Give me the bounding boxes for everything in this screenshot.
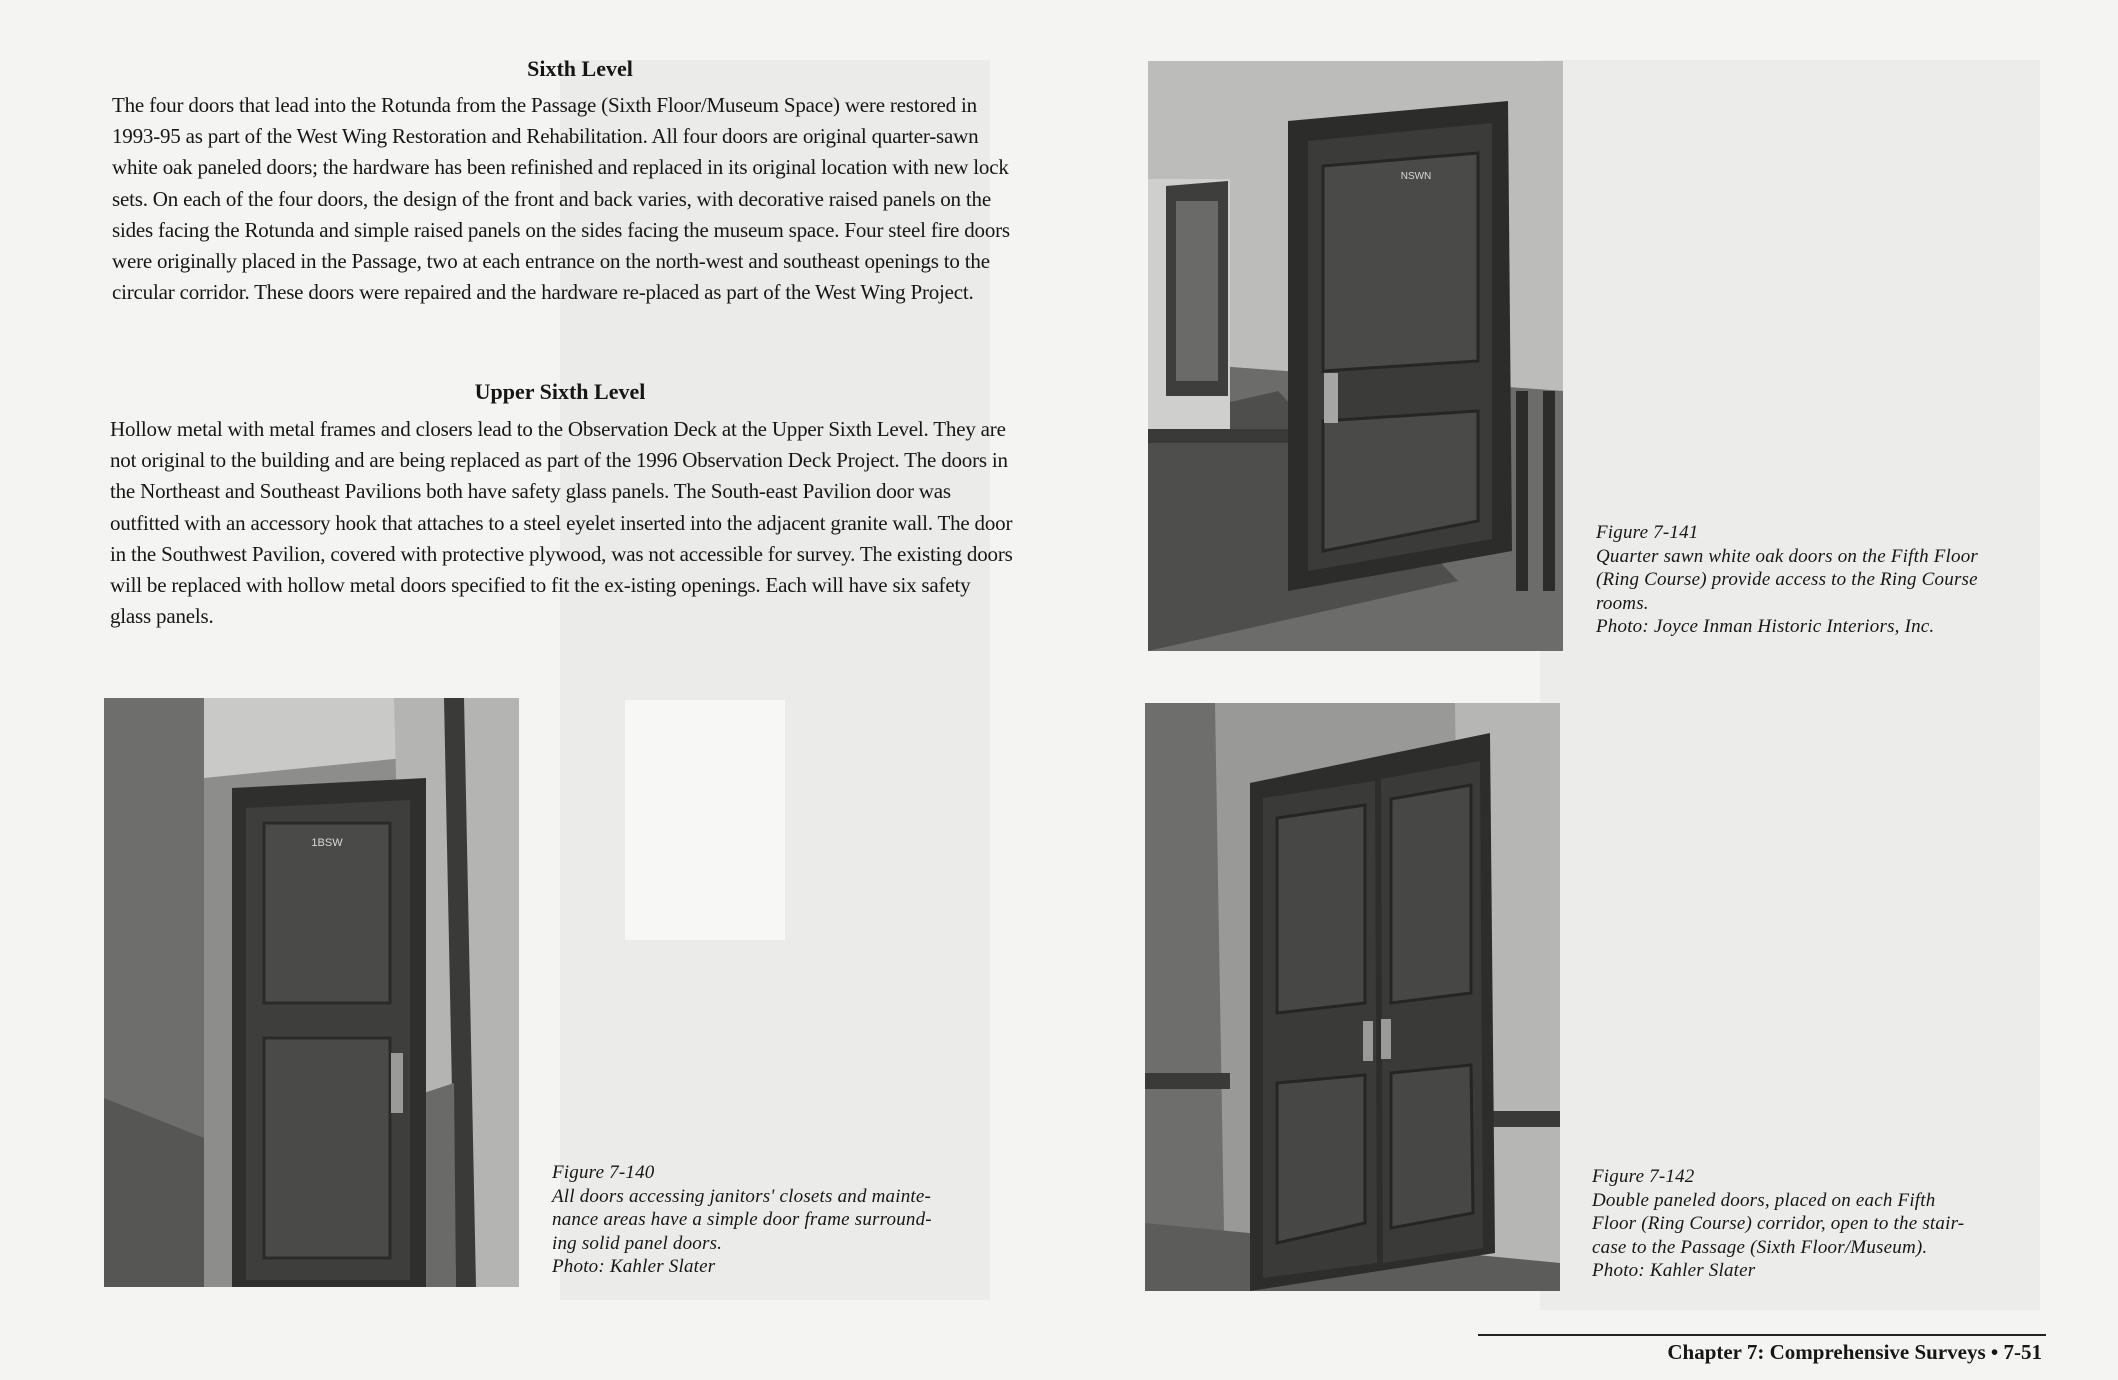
caption-line: Photo: Kahler Slater [1592, 1260, 1756, 1281]
caption-line: Double paneled doors, placed on each Fifth [1592, 1189, 1936, 1211]
figure-7-142-caption [1592, 1165, 2052, 1283]
caption-line: Floor (Ring Course) corridor, open to the stair- [1592, 1213, 1965, 1234]
caption-line: Photo: Kahler Slater [552, 1256, 716, 1277]
sixth-level-paragraph: The four doors that lead into the Rotunda from the Passage (Sixth Floor/Museum Space) were restored in 1993-95 as part of the West Wing Restoration and Rehabilitation. All four doors are original quarter-sawn white oak paneled doors; the hardware has been refinished and replaced in its original location with new lock sets. On each of the four doors, the design of the front and back varies, with decorative raised panels on the sides facing the Rotunda and simple raised panels on the sides facing the museum space. Four steel fire doors were originally placed in the Passage, two at each entrance on the north-west and southeast openings to the circular corridor. These doors were repaired and the hardware re-placed as part of the West Wing Project. [112, 93, 1010, 305]
caption-line: Photo: Joyce Inman Historic Interiors, Inc. [1596, 616, 1935, 637]
bleed-through-right [1540, 60, 2040, 1310]
figure-7-141-door-plate: NSWN [1400, 171, 1432, 182]
figure-7-141-photo [1148, 61, 1563, 651]
section-heading-sixth-level: Sixth Level [527, 56, 633, 81]
figure-7-140-door-plate: 1BSW [311, 837, 343, 849]
caption-line: ing solid panel doors. [552, 1232, 723, 1254]
upper-sixth-level-paragraph: Hollow metal with metal frames and closers lead to the Observation Deck at the Upper Sixth Level. They are not original to the building and are being replaced as part of the 1996 Observation Deck Project. The doors in the Northeast and Southeast Pavilions both have safety glass panels. The South-east Pavilion door was outfitted with an accessory hook that attaches to a steel eyelet inserted into the adjacent granite wall. The door in the Southwest Pavilion, covered with protective plywood, was not accessible for survey. The existing doors will be replaced with hollow metal doors specified to fit the ex-isting openings. Each will have six safety glass panels. [110, 417, 1013, 629]
caption-line: rooms. [1596, 592, 1649, 614]
caption-line: Figure 7-140 [552, 1162, 655, 1183]
caption-line: Quarter sawn white oak doors on the Fifth Floor [1596, 545, 1979, 567]
page-footer: Chapter 7: Comprehensive Surveys • 7-51 [1667, 1340, 2042, 1364]
section-heading-upper-sixth-level: Upper Sixth Level [474, 379, 646, 404]
bleed-through-window [625, 700, 785, 940]
footer-rule [1478, 1334, 2046, 1336]
caption-line: All doors accessing janitors' closets and mainte- [552, 1185, 932, 1207]
caption-line: (Ring Course) provide access to the Ring Course [1596, 569, 1978, 590]
figure-7-142-photo [1145, 703, 1560, 1291]
caption-line: Figure 7-142 [1592, 1166, 1695, 1187]
figure-7-140-caption [552, 1161, 1012, 1279]
caption-line: nance areas have a simple door frame surround- [552, 1209, 932, 1230]
caption-line: Figure 7-141 [1596, 522, 1699, 543]
figure-7-141-caption [1596, 521, 2056, 639]
caption-line: case to the Passage (Sixth Floor/Museum). [1592, 1236, 1928, 1258]
figure-7-140-photo [104, 698, 519, 1287]
